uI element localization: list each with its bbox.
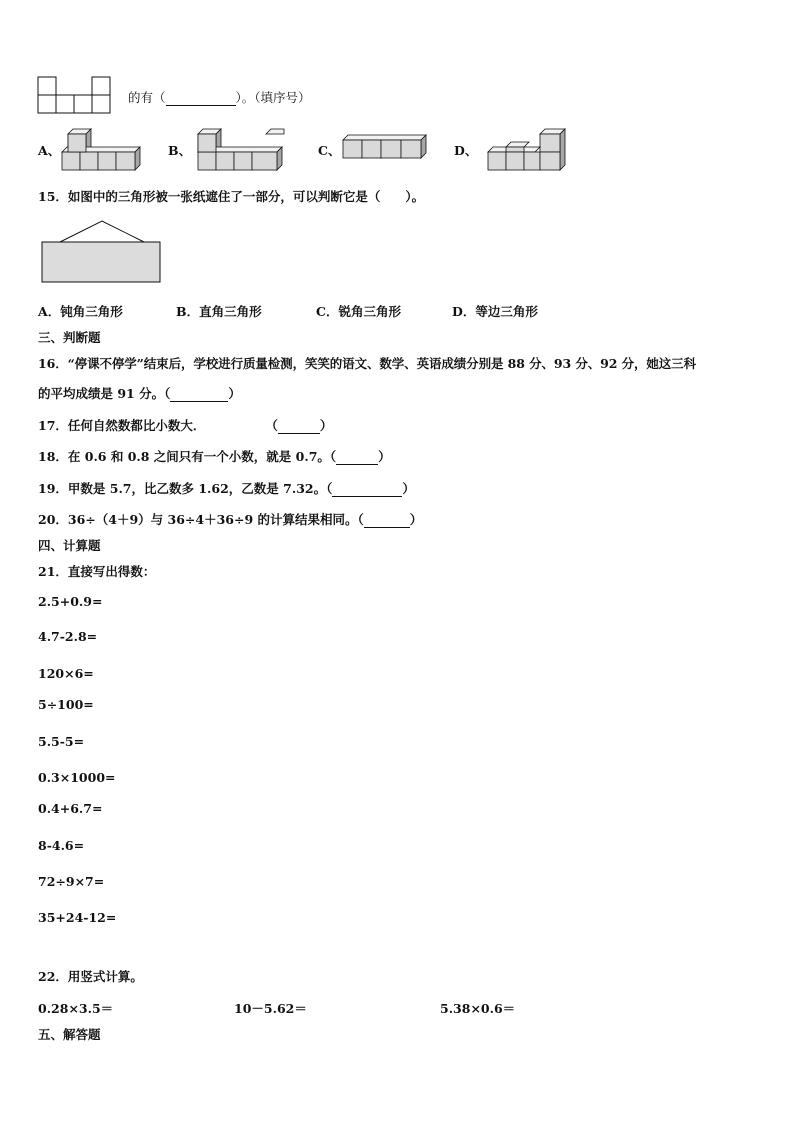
q15-option-b[interactable]: B．直角三角形 xyxy=(176,304,262,319)
q18-answer-blank[interactable] xyxy=(336,449,378,465)
q14-option-b-label[interactable]: B、 xyxy=(168,143,192,158)
q19-line: 19．甲数是 5.7，比乙数多 1.62，乙数是 7.32。（ ） xyxy=(38,481,415,496)
q21-item-2: 4.7-2.8= xyxy=(38,629,98,644)
hidden-triangle-figure xyxy=(40,220,164,286)
q18-line: 18．在 0.6 和 0.8 之间只有一个小数，就是 0.7。（ ） xyxy=(38,449,391,464)
cube-net-figure xyxy=(37,76,113,116)
q15-option-a[interactable]: A．钝角三角形 xyxy=(38,304,123,319)
q22-item-2: 10－5.62＝ xyxy=(234,1001,307,1016)
q14-option-b-cubes xyxy=(196,124,286,174)
q14-tail: 的有（ ）。（填序号） xyxy=(128,90,311,105)
q16-answer-blank[interactable] xyxy=(170,386,228,402)
q16-line1: 16．“停课不停学”结束后，学校进行质量检测，笑笑的语文、数学、英语成绩分别是 88 分、93 分、92 分，她这三科 xyxy=(38,356,696,371)
q15-stem: 15．如图中的三角形被一张纸遮住了一部分，可以判断它是（ ）。 xyxy=(38,189,425,204)
q22-title: 22．用竖式计算。 xyxy=(38,969,143,984)
q14-answer-blank[interactable] xyxy=(166,90,236,106)
q14-option-c-cubes xyxy=(340,130,430,166)
q14-option-d-cubes xyxy=(484,124,574,174)
q20-line: 20．36÷（4＋9）与 36÷4＋36÷9 的计算结果相同。（ ） xyxy=(38,512,423,527)
q21-item-8: 8-4.6= xyxy=(38,838,85,853)
q19-answer-blank[interactable] xyxy=(332,481,402,497)
q15-option-d[interactable]: D．等边三角形 xyxy=(452,304,538,319)
q22-item-1: 0.28×3.5＝ xyxy=(38,1001,114,1016)
q15-option-c[interactable]: C．锐角三角形 xyxy=(316,304,401,319)
q20-answer-blank[interactable] xyxy=(364,512,410,528)
q21-item-7: 0.4+6.7= xyxy=(38,801,103,816)
q14-option-d-label[interactable]: D、 xyxy=(454,143,478,158)
q14-option-a-label[interactable]: A、 xyxy=(38,143,61,158)
q17-line: 17．任何自然数都比小数大． （ ） xyxy=(38,418,333,433)
q14-option-a-cubes xyxy=(60,124,144,174)
q21-title: 21．直接写出得数： xyxy=(38,564,156,579)
section-4-title: 四、计算题 xyxy=(38,538,101,553)
q21-item-1: 2.5+0.9= xyxy=(38,594,103,609)
q21-item-4: 5÷100= xyxy=(38,697,94,712)
q21-item-3: 120×6= xyxy=(38,666,94,681)
q22-item-3: 5.38×0.6＝ xyxy=(440,1001,516,1016)
q21-item-6: 0.3×1000= xyxy=(38,770,116,785)
q21-item-5: 5.5-5= xyxy=(38,734,85,749)
q16-line2: 的平均成绩是 91 分。（ ） xyxy=(38,386,241,401)
section-5-title: 五、解答题 xyxy=(38,1027,101,1042)
section-3-title: 三、判断题 xyxy=(38,330,101,345)
q17-answer-blank[interactable] xyxy=(278,418,320,434)
q21-item-10: 35+24-12= xyxy=(38,910,117,925)
q21-item-9: 72÷9×7= xyxy=(38,874,105,889)
q14-option-c-label[interactable]: C、 xyxy=(318,143,341,158)
